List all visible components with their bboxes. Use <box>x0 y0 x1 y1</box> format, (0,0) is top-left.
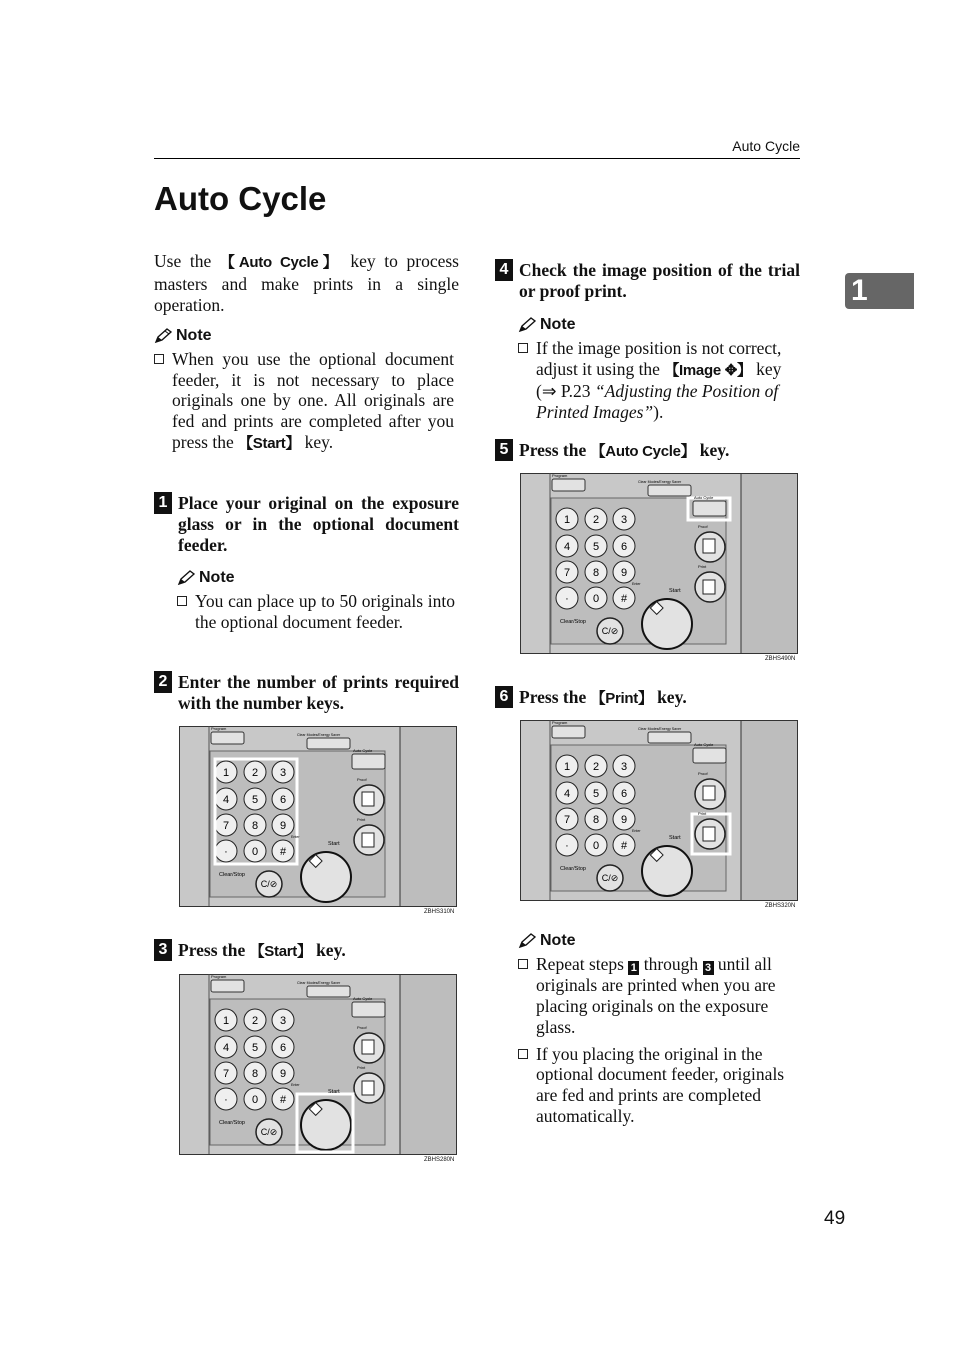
panel-number-key: 7 <box>563 567 571 579</box>
panel-label-clear-stop: Clear/Stop <box>219 1120 245 1126</box>
panel-number-key: 8 <box>592 567 600 579</box>
panel-number-key: 2 <box>251 767 259 779</box>
pencil-icon <box>518 933 536 949</box>
panel-label-program: Program <box>552 473 568 478</box>
panel-label-enter: Enter <box>291 835 300 839</box>
step-2: 2 Enter the number of prints required with the number keys. <box>154 672 459 714</box>
panel-number-key: 7 <box>222 820 230 832</box>
header-rule <box>154 158 800 159</box>
note-heading: Note <box>177 568 459 589</box>
panel-label-clear-modes: Clear Modes/Energy Saver <box>638 480 682 484</box>
step-4: 4 Check the image position of the trial or proof print. <box>495 260 800 302</box>
panel-number-key: 8 <box>592 814 600 826</box>
panel-label-program: Program <box>211 974 227 979</box>
panel-number-key: 0 <box>592 840 600 852</box>
panel-number-key: 2 <box>592 514 600 526</box>
panel-number-key: 6 <box>620 541 628 553</box>
panel-number-key: 5 <box>592 541 600 553</box>
panel-number-key: · <box>224 1094 228 1106</box>
step-6: 6 Press the 【Print】 key. <box>495 687 800 710</box>
control-panel-figure-auto-cycle <box>520 473 798 654</box>
panel-number-key: 6 <box>620 788 628 800</box>
panel-label-enter: Enter <box>632 829 641 833</box>
panel-label-print: Print <box>698 811 707 816</box>
panel-label-print: Print <box>698 564 707 569</box>
panel-number-key: 0 <box>251 1094 259 1106</box>
panel-number-key: 4 <box>563 541 571 553</box>
step-number: 3 <box>154 939 172 961</box>
page-title: Auto Cycle <box>154 180 327 217</box>
auto-cycle-key-label: 【Auto Cycle】 <box>219 254 342 271</box>
panel-number-key: 7 <box>563 814 571 826</box>
note-heading: Note <box>154 326 459 347</box>
panel-label-enter: Enter <box>632 582 641 586</box>
panel-number-key: 2 <box>592 761 600 773</box>
bullet-box <box>518 343 528 353</box>
clear-stop-key-glyph: C/⊘ <box>260 879 278 889</box>
figure-code: ZBHS310N <box>424 909 455 915</box>
panel-label-auto-cycle: Auto Cycle <box>694 495 714 500</box>
clear-stop-key-glyph: C/⊘ <box>601 873 619 883</box>
control-panel-figure-print <box>520 720 798 901</box>
panel-number-key: 1 <box>563 761 571 773</box>
panel-label-start: Start <box>328 1089 340 1095</box>
panel-label-auto-cycle: Auto Cycle <box>694 742 714 747</box>
control-panel-figure-start <box>179 974 457 1155</box>
intro-paragraph: Use the 【Auto Cycle】 key to process masters and make prints in a single operation. <box>154 251 459 315</box>
panel-label-proof: Proof <box>698 524 708 529</box>
panel-number-key: 6 <box>279 794 287 806</box>
panel-label-proof: Proof <box>357 1025 367 1030</box>
panel-number-key: 3 <box>620 514 628 526</box>
figure-code: ZBHS490N <box>765 656 796 662</box>
panel-number-key: 9 <box>279 820 287 832</box>
panel-number-key: 2 <box>251 1015 259 1027</box>
panel-number-key: 1 <box>222 1015 230 1027</box>
panel-label-enter: Enter <box>291 1083 300 1087</box>
panel-label-program: Program <box>211 726 227 731</box>
step-number: 6 <box>495 686 513 708</box>
running-header: Auto Cycle <box>732 138 800 154</box>
pencil-icon <box>177 570 195 586</box>
control-panel-figure-keypad <box>179 726 457 907</box>
bullet-box <box>518 959 528 969</box>
panel-number-key: # <box>279 846 287 858</box>
panel-label-clear-modes: Clear Modes/Energy Saver <box>297 981 341 985</box>
panel-number-key: 9 <box>279 1068 287 1080</box>
panel-number-key: 5 <box>251 794 259 806</box>
panel-label-start: Start <box>669 588 681 594</box>
chapter-tab: 1 <box>845 273 914 309</box>
panel-number-key: 5 <box>251 1042 259 1054</box>
panel-label-proof: Proof <box>698 771 708 776</box>
panel-number-key: 0 <box>251 846 259 858</box>
note-heading: Note <box>518 315 800 336</box>
panel-number-key: 4 <box>222 794 230 806</box>
step-number: 1 <box>154 492 172 514</box>
panel-label-auto-cycle: Auto Cycle <box>353 996 373 1001</box>
panel-label-clear-modes: Clear Modes/Energy Saver <box>638 727 682 731</box>
panel-number-key: 1 <box>563 514 571 526</box>
panel-number-key: # <box>279 1094 287 1106</box>
panel-label-clear-modes: Clear Modes/Energy Saver <box>297 733 341 737</box>
panel-label-clear-stop: Clear/Stop <box>219 872 245 878</box>
pencil-icon <box>154 328 172 344</box>
panel-number-key: 9 <box>620 814 628 826</box>
clear-stop-key-glyph: C/⊘ <box>601 626 619 636</box>
step-1-note: Note You can place up to 50 originals into the optional document feeder. <box>177 568 459 632</box>
bullet-box <box>177 596 187 606</box>
panel-number-key: · <box>565 593 569 605</box>
panel-number-key: 1 <box>222 767 230 779</box>
panel-label-clear-stop: Clear/Stop <box>560 866 586 872</box>
panel-number-key: # <box>620 840 628 852</box>
panel-number-key: 5 <box>592 788 600 800</box>
step-5: 5 Press the 【Auto Cycle】 key. <box>495 440 800 463</box>
panel-number-key: 6 <box>279 1042 287 1054</box>
figure-code: ZBHS320N <box>765 903 796 909</box>
panel-label-print: Print <box>357 817 366 822</box>
panel-number-key: 8 <box>251 1068 259 1080</box>
step-1: 1 Place your original on the exposure glass or in the optional document feeder. <box>154 493 459 555</box>
note-heading: Note <box>518 931 800 952</box>
panel-label-program: Program <box>552 720 568 725</box>
clear-stop-key-glyph: C/⊘ <box>260 1127 278 1137</box>
page-number: 49 <box>824 1208 846 1229</box>
bullet-box <box>518 1049 528 1059</box>
step-number: 4 <box>495 259 513 281</box>
panel-label-auto-cycle: Auto Cycle <box>353 748 373 753</box>
panel-number-key: 7 <box>222 1068 230 1080</box>
pencil-icon <box>518 317 536 333</box>
step-4-note: Note If the image position is not correct, adjust it using the 【Image ✥】 key (⇒ P.23 “Adjusting the Position of Printed Images”). <box>518 315 800 423</box>
panel-number-key: · <box>224 846 228 858</box>
panel-number-key: · <box>565 840 569 852</box>
panel-label-clear-stop: Clear/Stop <box>560 619 586 625</box>
panel-number-key: 8 <box>251 820 259 832</box>
panel-number-key: 3 <box>620 761 628 773</box>
panel-number-key: 4 <box>563 788 571 800</box>
panel-number-key: 3 <box>279 1015 287 1027</box>
intro-note: Note When you use the optional document feeder, it is not necessary to place originals one by one. All originals are fed and prints are completed after you press the 【Start】 key. <box>154 326 459 455</box>
panel-label-print: Print <box>357 1065 366 1070</box>
panel-label-start: Start <box>328 841 340 847</box>
panel-number-key: 3 <box>279 767 287 779</box>
final-notes: Note Repeat steps 1 through 3 until all originals are printed when you are placing originals on the exposure glass. If you placing the original in the optional document feeder, originals are fed and prints are completed automatically. <box>518 931 800 1127</box>
step-3: 3 Press the 【Start】 key. <box>154 940 459 963</box>
step-number: 5 <box>495 439 513 461</box>
bullet-box <box>154 354 164 364</box>
panel-number-key: # <box>620 593 628 605</box>
panel-number-key: 9 <box>620 567 628 579</box>
figure-code: ZBHS280N <box>424 1157 455 1163</box>
step-number: 2 <box>154 671 172 693</box>
panel-label-proof: Proof <box>357 777 367 782</box>
panel-label-start: Start <box>669 835 681 841</box>
panel-number-key: 0 <box>592 593 600 605</box>
panel-number-key: 4 <box>222 1042 230 1054</box>
